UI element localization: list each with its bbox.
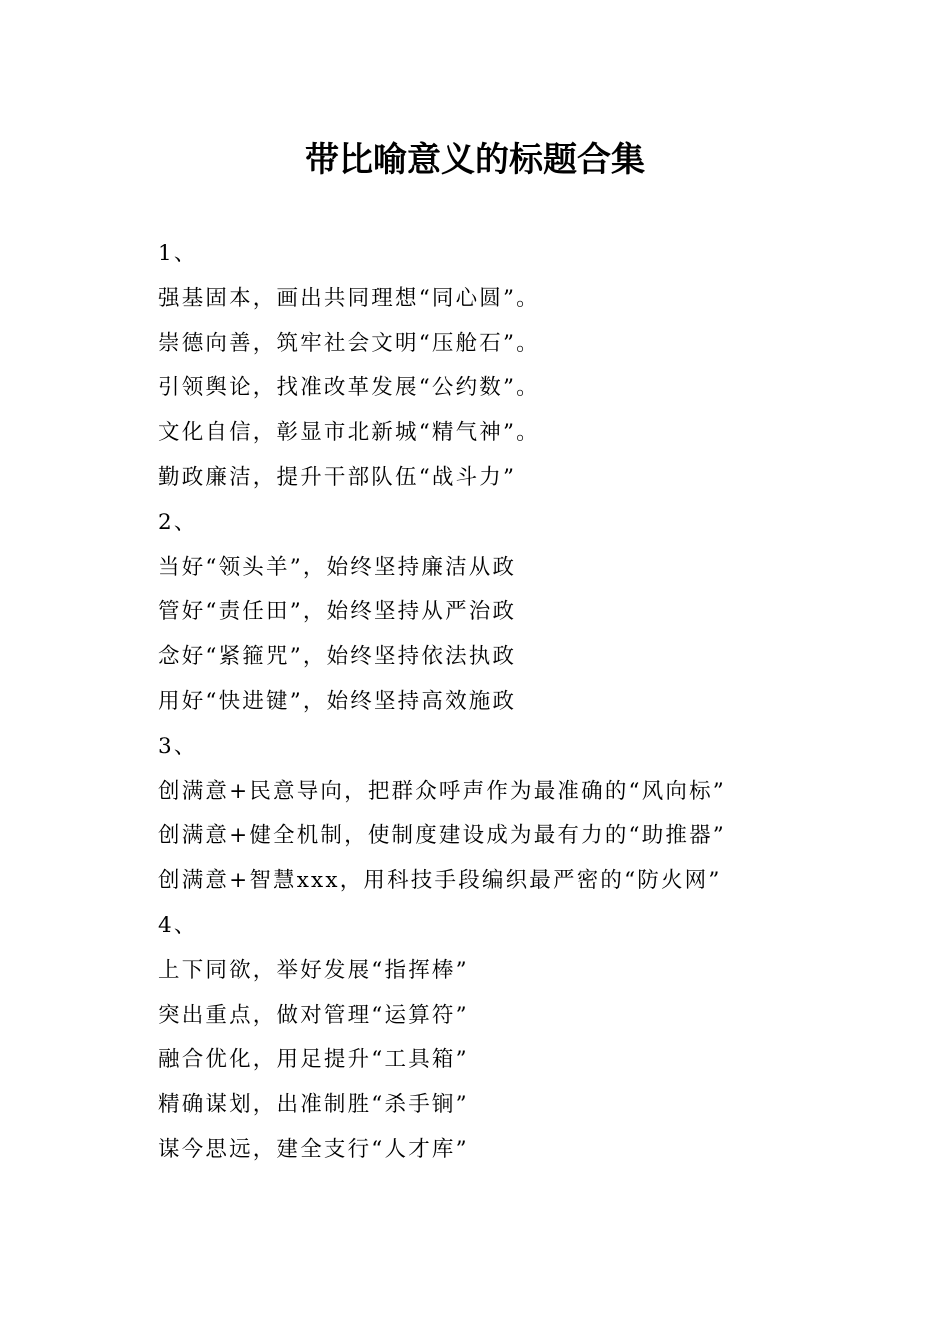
- text-line: 上下同欲，举好发展“指挥棒”: [158, 957, 469, 983]
- text-line: 融合优化，用足提升“工具箱”: [158, 1047, 469, 1073]
- text-line: 当好“领头羊”，始终坚持廉洁从政: [158, 554, 517, 580]
- document-title: 带比喻意义的标题合集: [305, 140, 645, 180]
- section-number: 2、: [158, 509, 198, 535]
- text-line: 谋今思远，建全支行“人才库”: [158, 1136, 469, 1162]
- section-number: 1、: [158, 241, 198, 266]
- text-line: 强基固本，画出共同理想“同心圆”。: [158, 285, 540, 311]
- text-line: 崇德向善，筑牢社会文明“压舱石”。: [158, 330, 540, 356]
- text-line: 管好“责任田”，始终坚持从严治政: [158, 599, 517, 625]
- text-line: 引领舆论，找准改革发展“公约数”。: [158, 375, 540, 401]
- text-line: 创满意+民意导向，把群众呼声作为最准确的“风向标”: [158, 778, 726, 804]
- text-line: 精确谋划，出准制胜“杀手锏”: [158, 1092, 469, 1118]
- text-line: 创满意+健全机制，使制度建设成为最有力的“助推器”: [158, 823, 726, 849]
- text-line: 突出重点，做对管理“运算符”: [158, 1002, 469, 1028]
- text-line: 勤政廉洁，提升干部队伍“战斗力”: [158, 464, 517, 490]
- text-line: 文化自信，彰显市北新城“精气神”。: [158, 420, 540, 446]
- section-number: 3、: [158, 733, 198, 759]
- section-number: 4、: [158, 912, 198, 938]
- text-line: 用好“快进键”，始终坚持高效施政: [158, 688, 517, 714]
- document-body: [158, 232, 878, 1173]
- text-line: 念好“紧箍咒”，始终坚持依法执政: [158, 644, 517, 670]
- text-line: 创满意+智慧xxx，用科技手段编织最严密的“防火网”: [158, 868, 722, 894]
